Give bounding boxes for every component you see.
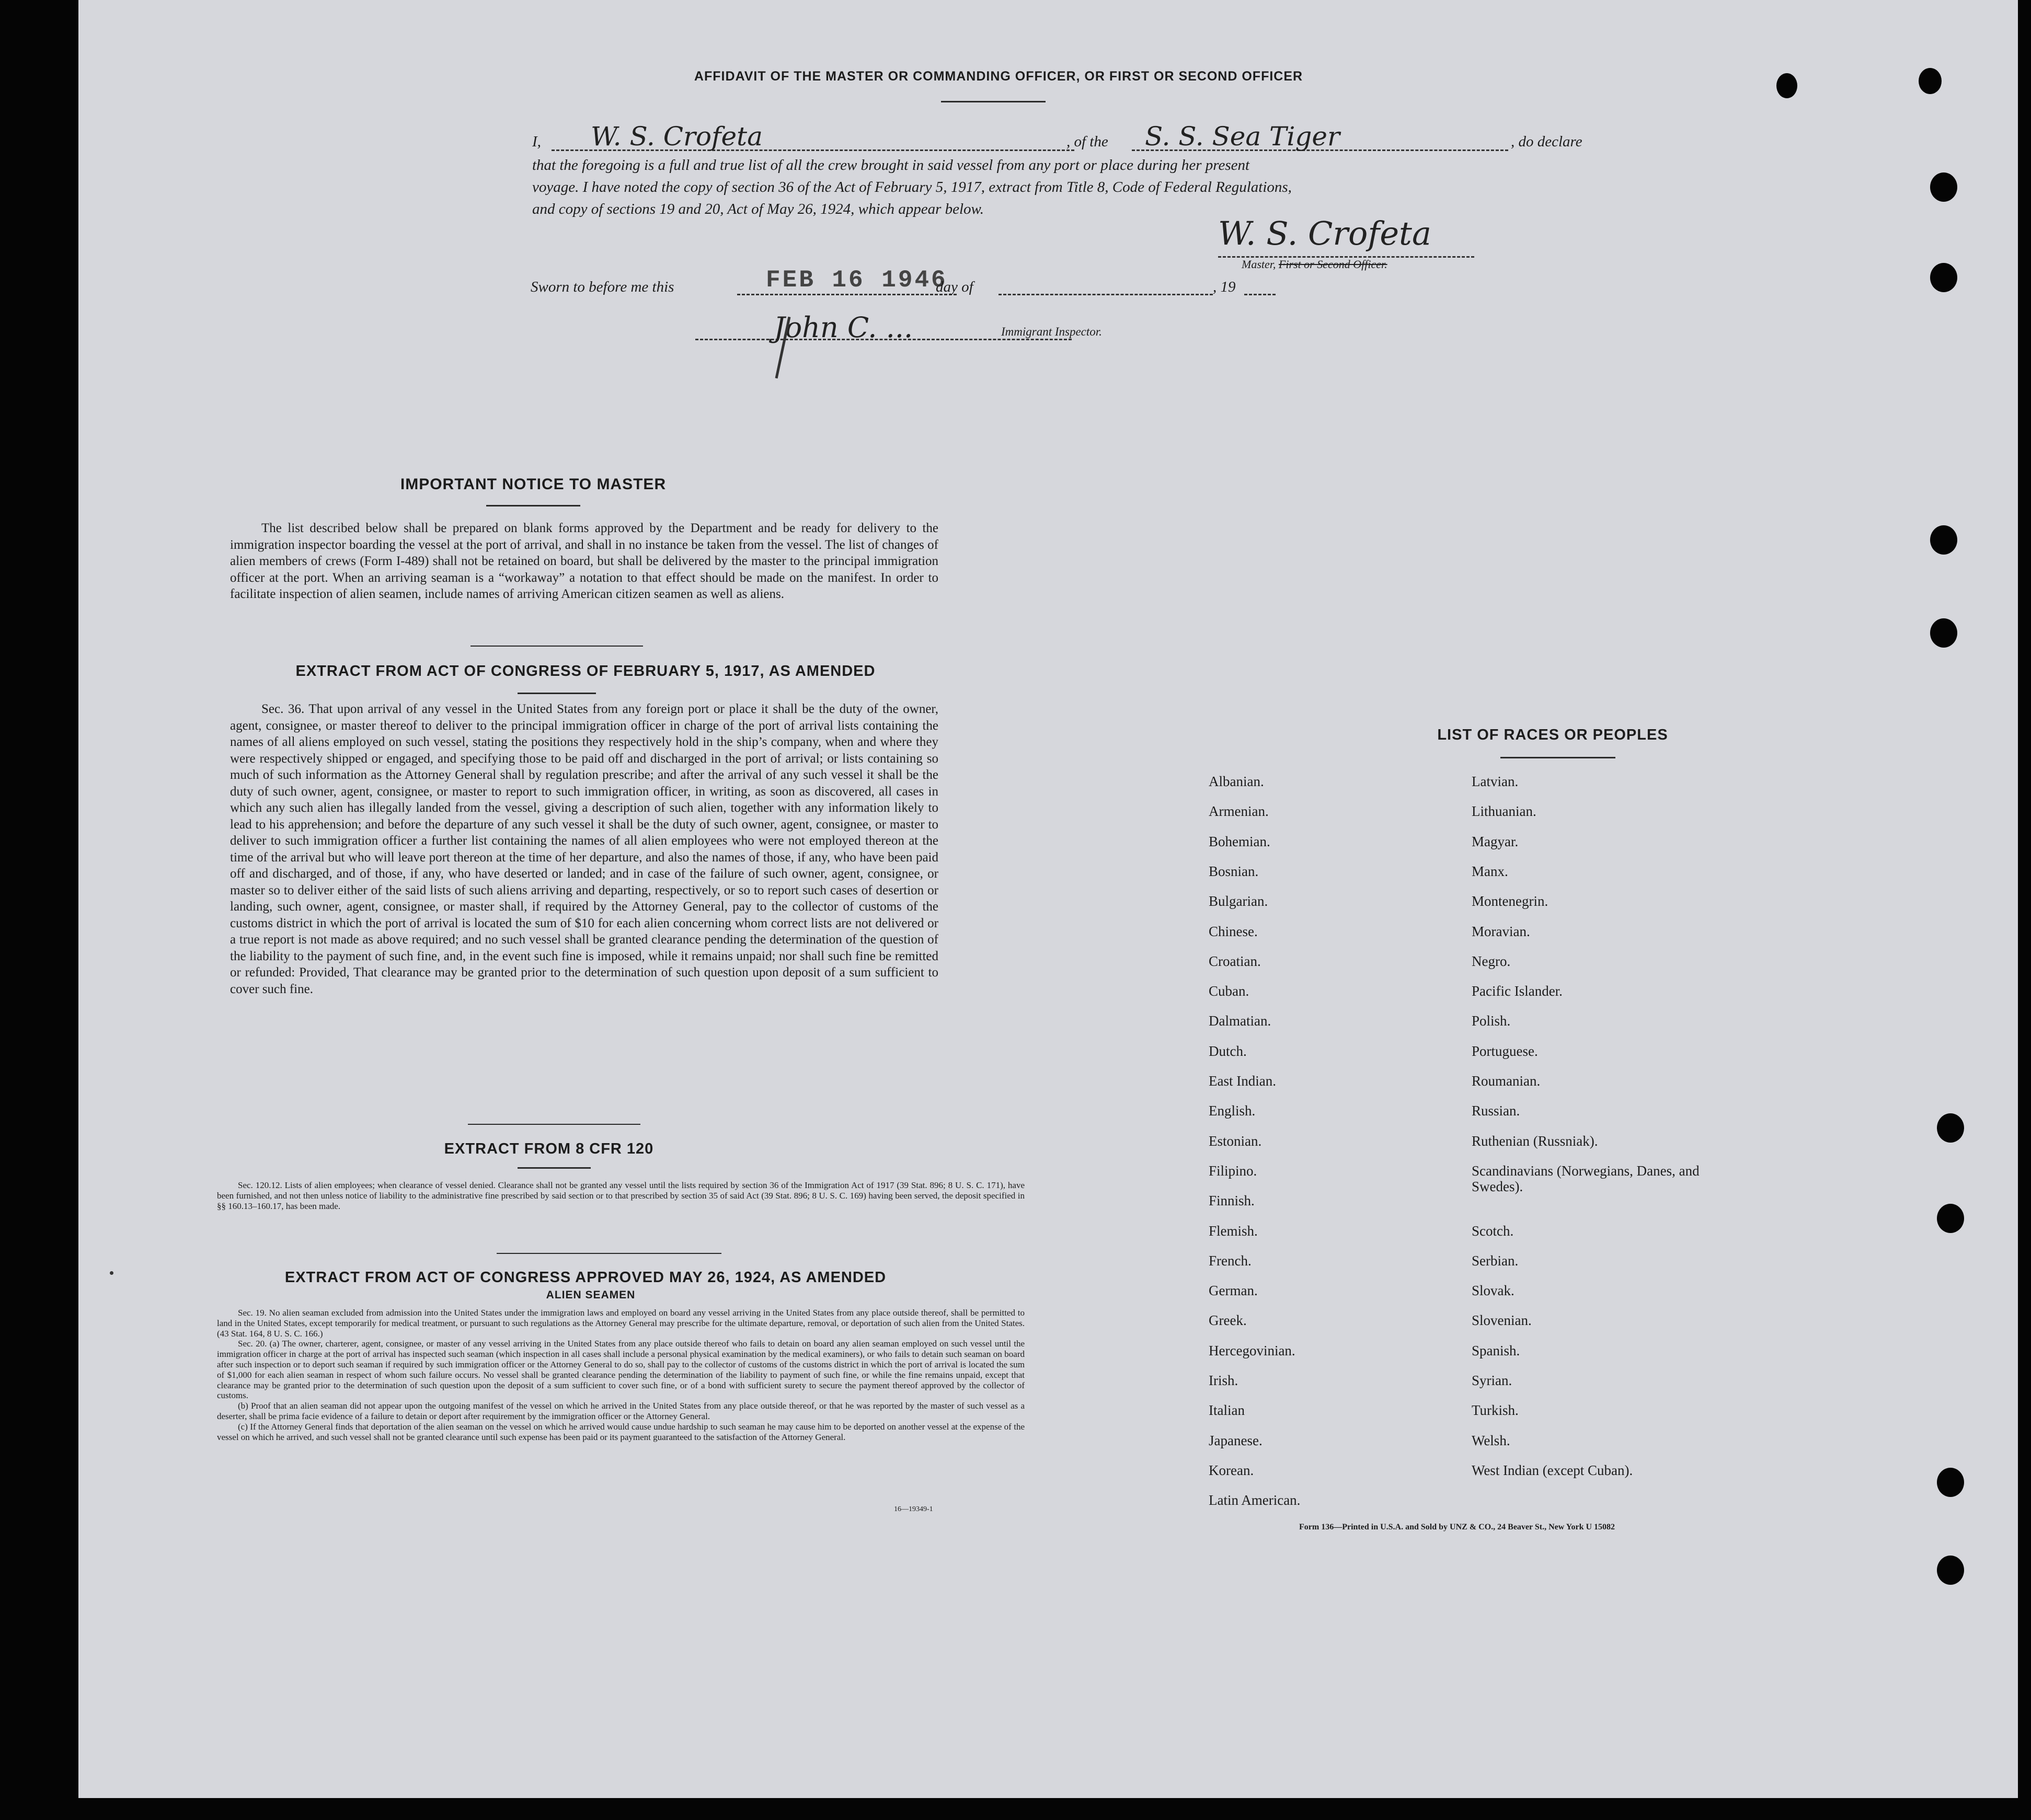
race-item: Slovak. [1472,1283,1514,1299]
notice-paragraph: The list described below shall be prepared on blank forms approved by the Department and be ready for delivery to the immigration inspector boarding the vessel at the port of arrival, and shall in no instance be taken from the vessel. The list of changes of alien members of crews (Form I-489) shall not be retained on board, but shall be delivered by the master to the principal immigration officer at the port. When an arriving seaman is a “workaway” a notation to that effect should be made on the manifest. In order to facilitate inspection of alien seamen, include names of arriving American citizen seamen as well as aliens. [230,521,938,601]
extract-cfr-body [217,1180,1025,1211]
extract-1917-body [230,701,938,997]
race-item: Portuguese. [1472,1043,1538,1059]
race-item: Japanese. [1209,1432,1263,1448]
inspector-signature: John C. ... [774,311,913,344]
extract-cfr-title: EXTRACT FROM 8 CFR 120 [444,1141,654,1157]
affidavit-line-2: that the foregoing is a full and true list of all the crew brought in said vessel from any port or place during her present [532,157,1250,174]
race-item: Bohemian. [1209,833,1270,849]
punch-hole [1776,73,1797,98]
race-item: Negro. [1472,953,1511,969]
race-item: Filipino. [1209,1162,1257,1179]
punch-hole [1930,263,1957,292]
signature-caption-struck: First or Second Officer. [1278,258,1387,271]
race-item: Bosnian. [1209,863,1259,879]
punch-hole [1937,1113,1964,1143]
race-item: Welsh. [1472,1432,1510,1448]
race-item: Manx. [1472,863,1508,879]
race-item: Scandinavians (Norwegians, Danes, and Swedes). [1472,1162,1700,1194]
divider-rule-1 [471,646,643,647]
race-item: Lithuanian. [1472,803,1536,820]
document-page [78,0,2018,1798]
section-20a-paragraph: Sec. 20. (a) The owner, charterer, agent, consignee, or master of any vessel arriving in the United States from any place outside thereof who fails to detain on board any alien seaman employed on such vessel until the immigration officer in charge at the port of arrival has inspected such seaman (which inspection in all cases shall include a personal physical examination by the medical examiners), or who fails to detain such seaman on board after such inspection or to deport such seaman if required by such immigration officer or the Attorney General to do so, shall pay to the collector of customs of the customs district in which the port of arrival is located the sum of $1,000 for each alien seaman in respect of whom such failure occurs. No vessel shall be granted clearance pending the determination of the liability to payment of such fine, or while the fine remains unpaid, except that clearance may be granted prior to the determination of such question upon the deposit of a sum sufficient to cover such fine, or of a bond with sufficient surety to secure the payment thereof approved by the collector of customs. [217,1339,1025,1401]
form-footer-note: Form 136—Printed in U.S.A. and Sold by UNZ & CO., 24 Beaver St., New York U 15082 [1299,1523,1615,1531]
year-label: , 19 [1213,279,1236,295]
divider-rule-2 [468,1124,640,1125]
punch-hole [1937,1556,1964,1585]
race-item: Ruthenian (Russniak). [1472,1133,1598,1149]
extract-1917-rule [518,693,596,694]
races-title: LIST OF RACES OR PEOPLES [1437,727,1668,743]
race-item: Dutch. [1209,1043,1247,1059]
punch-hole [1930,172,1957,202]
race-item: Italian [1209,1402,1245,1419]
race-item: Albanian. [1209,774,1264,789]
race-item: Croatian. [1209,953,1261,969]
race-item: Korean. [1209,1462,1254,1478]
extract-1917-title: EXTRACT FROM ACT OF CONGRESS OF FEBRUARY 5, 1917, AS AMENDED [295,663,876,679]
race-item: Finnish. [1209,1193,1255,1209]
punch-hole [1937,1204,1964,1233]
race-item: Chinese. [1209,923,1258,939]
race-item: Hercegovinian. [1209,1342,1295,1358]
race-item: Pacific Islander. [1472,983,1563,999]
section-120-12-paragraph: Sec. 120.12. Lists of alien employees; when clearance of vessel denied. Clearance shall not be granted any vessel until the lists required by section 36 of the Immigration Act of 1917 (39 Stat. 896; 8 U. S. C. 171), have been furnished, and not then unless notice of liability to the administrative fine prescribed by said section or to that prescribed by section 35 of said Act (39 Stat. 896; 8 U. S. C. 169) having been served, the deposit specified in §§ 160.13–160.17, has been made. [217,1180,1025,1211]
race-item: Flemish. [1209,1223,1258,1239]
do-declare-label: , do declare [1511,133,1582,150]
vessel-name: S. S. Sea Tiger [1145,121,1340,152]
sworn-date-field [737,294,957,295]
inspector-caption: Immigrant Inspector. [1001,325,1102,338]
race-item: Moravian. [1472,923,1530,939]
race-item: East Indian. [1209,1073,1276,1089]
signature-caption [1242,258,1387,271]
affidavit-line-4: and copy of sections 19 and 20, Act of May 26, 1924, which appear below. [532,201,984,217]
of-the-label: , of the [1066,133,1108,150]
section-20c-paragraph: (c) If the Attorney General finds that deportation of the alien seaman on the vessel on which he arrived would cause undue hardship to such seaman he may cause him to be deported on another vessel at the expense of the vessel on which he arrived, and such vessel shall not be granted clearance until such expense has been paid or its payment guaranteed to the satisfaction of the Attorney General. [217,1421,1025,1442]
race-item: Irish. [1209,1373,1238,1388]
race-item: Greek. [1209,1312,1247,1329]
race-item: Cuban. [1209,983,1249,999]
extract-1924-subtitle: ALIEN SEAMEN [546,1289,636,1301]
extract-1924-title: EXTRACT FROM ACT OF CONGRESS APPROVED MAY 26, 1924, AS AMENDED [284,1269,887,1286]
race-item: Roumanian. [1472,1073,1541,1089]
race-item: Magyar. [1472,833,1519,849]
race-item: Slovenian. [1472,1312,1532,1329]
race-item: Scotch. [1472,1223,1514,1239]
master-signature: W. S. Crofeta [1218,214,1431,252]
day-of-label: day of [936,279,973,295]
section-20b-paragraph: (b) Proof that an alien seaman did not appear upon the outgoing manifest of the vessel on which he arrived in the United States from any place outside thereof, or that he was reported by the master of such vessel as a deserter, shall be prima facie evidence of a failure to detain or deport after requirement by the immigration officer or the Attorney General. [217,1401,1025,1421]
section-36-paragraph: Sec. 36. That upon arrival of any vessel in the United States from any foreign port or place it shall be the duty of the owner, agent, consignee, or master thereof to deliver to the principal immigration officer in charge of the port of arrival lists containing the names of all aliens employed on such vessel, stating the positions they respectively hold in the ship’s company, when and where they were respectively shipped or engaged, and specifying those to be paid off and discharged in the port of arrival; or lists containing so much of such information as the Attorney General shall by regulation prescribe; and after the arrival of any such vessel it shall be the duty of such owner, agent, consignee, or master to report to such immigration officer, in writing, as soon as discovered, all cases in which any such alien has illegally landed from the vessel, giving a description of such alien, together with any information likely to lead to his apprehension; and before the departure of any such vessel it shall be the duty of such owner, agent, consignee, or master to deliver to such immigration officer a further list containing the names of all alien employees who were not employed thereon at the time of the arrival but who will leave port thereon at the time of her departure, and also the names of those, if any, who have been paid off and discharged, and of those, if any, who have deserted or landed; and in case of the failure of such owner, agent, consignee, or master so to deliver either of the said lists of such aliens arriving and departing, respectively, or so to report such cases of desertion or landing, such owner, agent, consignee, or master shall, if required by the Attorney General, pay to the collector of customs of the customs district in which the port of arrival is located the sum of $10 for each alien concerning whom correct lists are not delivered or a true report is not made as above required; and no such vessel shall be granted clearance pending the determination of the question of the liability to the payment of such fine, and, in the event such fine is imposed, while it remains unpaid; nor shall such fine be remitted or refunded: Provided, That clearance may be granted prior to the determination of such question upon deposit of a sum sufficient to cover such fine. [230,702,938,996]
race-item: English. [1209,1103,1256,1119]
sworn-date-stamp: FEB 16 1946 [766,267,948,294]
notice-title: IMPORTANT NOTICE TO MASTER [400,476,667,493]
title-rule [941,101,1046,102]
notice-title-rule [486,505,580,506]
race-item: Turkish. [1472,1402,1519,1419]
race-item: Spanish. [1472,1342,1520,1358]
section-19-paragraph: Sec. 19. No alien seaman excluded from admission into the United States under the immigration laws and employed on board any vessel arriving in the United States from any place outside thereof, shall be permitted to land in the United States, except temporarily for medical treatment, or pursuant to such regulations as the Attorney General may prescribe for the ultimate departure, removal, or deportation of such alien from the United States. (43 Stat. 164, 8 U. S. C. 166.) [217,1308,1025,1339]
year-field [1244,294,1276,295]
race-item: Dalmatian. [1209,1013,1271,1029]
race-item: Russian. [1472,1103,1520,1119]
extract-cfr-rule [518,1167,591,1169]
punch-hole [1937,1468,1964,1497]
i-label: I, [532,133,541,150]
race-item: Latin American. [1209,1492,1301,1508]
month-field [999,294,1213,295]
race-item: Bulgarian. [1209,893,1268,909]
stray-mark [110,1271,113,1275]
race-item: Estonian. [1209,1133,1262,1149]
race-item: French. [1209,1252,1252,1269]
race-item: Serbian. [1472,1252,1519,1269]
affidavit-line-3: voyage. I have noted the copy of section 36 of the Act of February 5, 1917, extract from Title 8, Code of Federal Regulations, [532,179,1292,195]
races-title-rule [1500,757,1615,758]
sworn-label: Sworn to before me this [531,279,674,295]
signature-caption-master: Master, [1242,258,1279,271]
race-item: Armenian. [1209,803,1269,820]
print-code: 16—19349-1 [894,1505,933,1513]
race-item: Syrian. [1472,1373,1512,1388]
extract-1924-body [217,1308,1025,1442]
affidavit-title: AFFIDAVIT OF THE MASTER OR COMMANDING OFFICER, OR FIRST OR SECOND OFFICER [694,69,1303,84]
race-item: Polish. [1472,1013,1511,1029]
race-item: Latvian. [1472,774,1519,789]
punch-hole [1930,525,1957,555]
race-item: German. [1209,1283,1258,1299]
notice-body [230,520,938,603]
punch-hole [1930,618,1957,648]
divider-rule-3 [497,1253,721,1254]
race-item: Montenegrin. [1472,893,1548,909]
master-name: W. S. Crofeta [591,121,763,152]
punch-hole [1919,68,1942,94]
race-item: West Indian (except Cuban). [1472,1462,1633,1478]
